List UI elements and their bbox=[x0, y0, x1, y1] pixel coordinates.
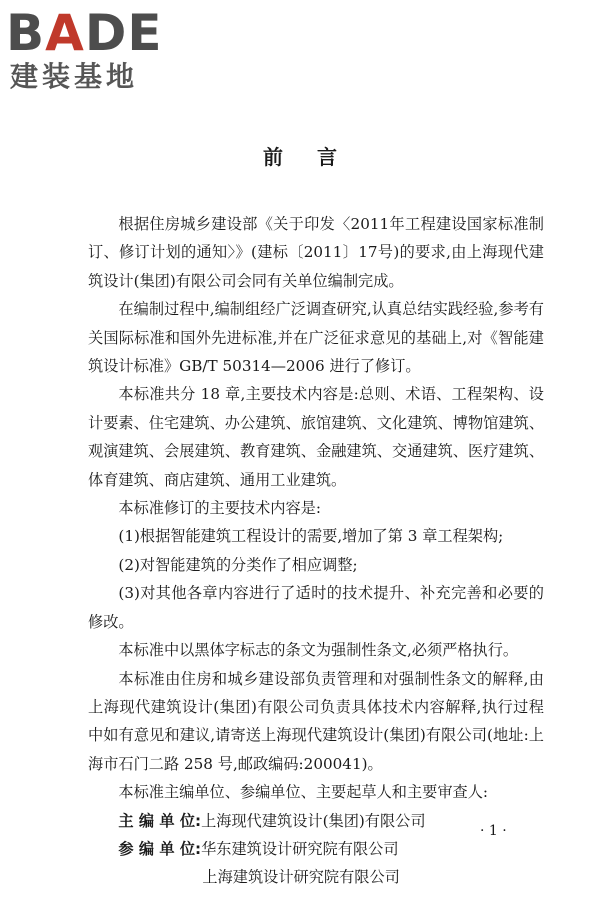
paragraph-management: 本标准由住房和城乡建设部负责管理和对强制性条文的解释,由上海现代建筑设计(集团)有限公司负责具体技术内容解释,执行过程中如有意见和建议,请寄送上海现代建筑设计(集团)有限公司(地址:上海市石门二路 258 号,邮政编码:200041)。 bbox=[88, 669, 544, 773]
list-item-3: (3)对其他各章内容进行了适时的技术提升、补充完善和必要的修改。 bbox=[88, 584, 544, 631]
co-editor-value-2: 上海建筑设计研究院有限公司 bbox=[202, 868, 400, 887]
chief-editor-line bbox=[88, 807, 544, 835]
paragraph-3: 本标准共分 18 章,主要技术内容是:总则、术语、工程架构、设计要素、住宅建筑、办公建筑、旅馆建筑、文化建筑、博物馆建筑、观演建筑、会展建筑、教育建筑、金融建筑、交通建筑、医疗建筑、体育建筑、商店建筑、通用工业建筑。 bbox=[88, 385, 544, 489]
co-editor-line bbox=[88, 835, 544, 863]
preface-body bbox=[88, 210, 544, 892]
paragraph-mandatory: 本标准中以黑体字标志的条文为强制性条文,必须严格执行。 bbox=[118, 641, 519, 660]
logo-letters-de: DE bbox=[84, 4, 163, 62]
paragraph-1: 根据住房城乡建设部《关于印发〈2011年工程建设国家标准制订、修订计划的通知〉》(建标〔2011〕17号)的要求,由上海现代建筑设计(集团)有限公司会同有关单位编制完成。 bbox=[88, 215, 544, 290]
paragraph-2: 在编制过程中,编制组经广泛调查研究,认真总结实践经验,参考有关国际标准和国外先进标准,并在广泛征求意见的基础上,对《智能建筑设计标准》GB/T 50314—2006 进行了修订。 bbox=[88, 300, 544, 376]
bade-logo bbox=[6, 4, 176, 104]
chief-editor-label: 主 编 单 位: bbox=[118, 811, 202, 830]
list-item-1: (1)根据智能建筑工程设计的需要,增加了第 3 章工程架构; bbox=[118, 527, 504, 546]
page-title: 前言 bbox=[263, 145, 371, 169]
paragraph-4: 本标准修订的主要技术内容是: bbox=[118, 499, 321, 518]
logo-wordmark bbox=[6, 4, 163, 62]
co-editor-value: 华东建筑设计研究院有限公司 bbox=[201, 839, 399, 858]
paragraph-units-intro: 本标准主编单位、参编单位、主要起草人和主要审查人: bbox=[118, 783, 489, 802]
co-editor-label: 参 编 单 位: bbox=[118, 839, 202, 858]
list-item-2: (2)对智能建筑的分类作了相应调整; bbox=[118, 555, 358, 574]
chief-editor-value: 上海现代建筑设计(集团)有限公司 bbox=[201, 811, 426, 830]
logo-letter-b: B bbox=[6, 4, 46, 62]
co-editor-line-2 bbox=[88, 863, 544, 891]
logo-subtitle: 建装基地 bbox=[10, 60, 139, 93]
logo-letter-a: A bbox=[45, 4, 85, 62]
page-number: · 1 · bbox=[480, 823, 507, 839]
